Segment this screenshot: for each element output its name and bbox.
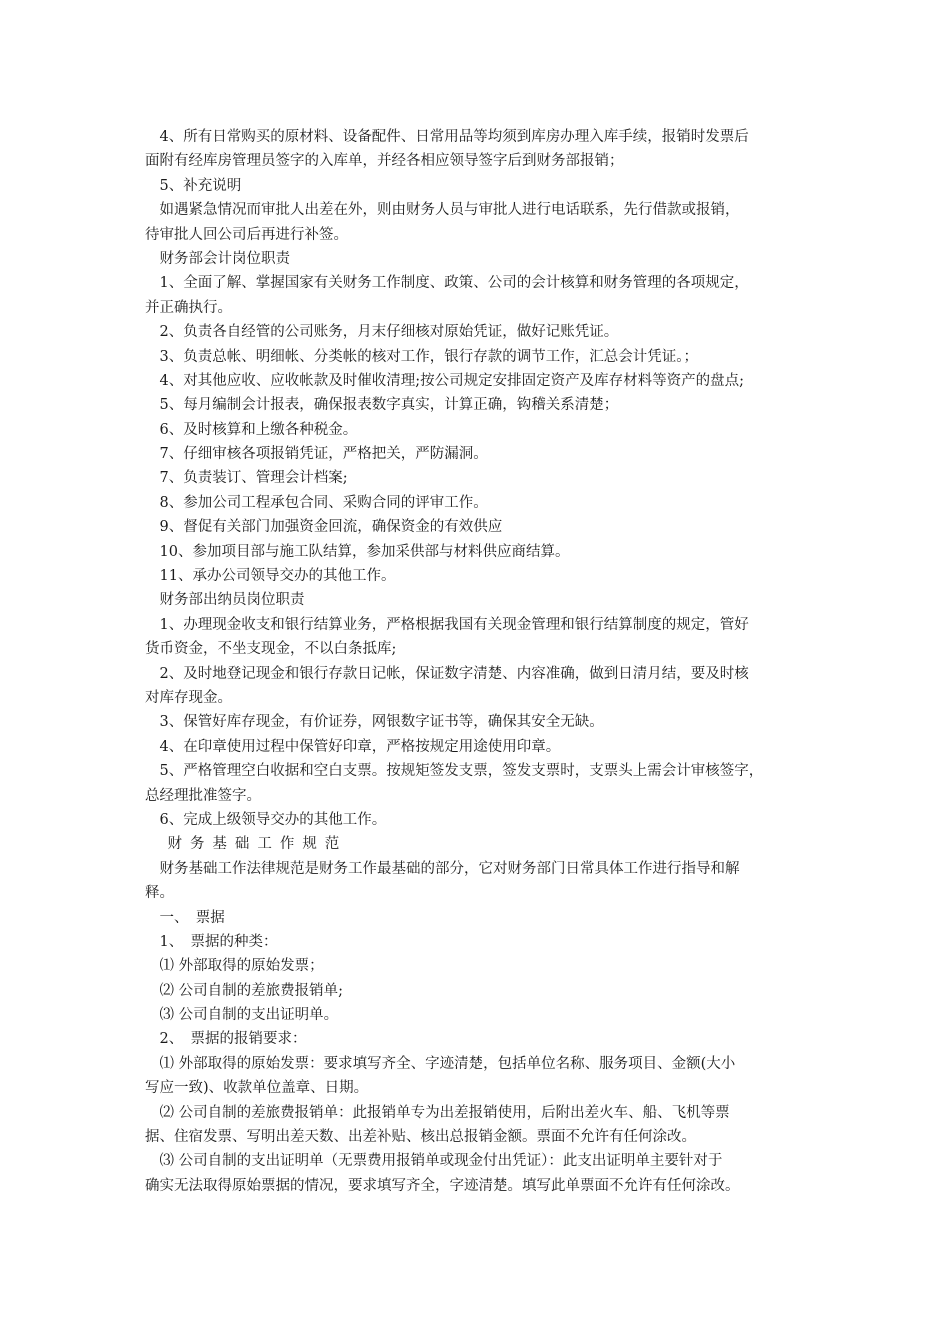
paragraph-line: 8、参加公司工程承包合同、采购合同的评审工作。 (145, 494, 488, 511)
paragraph-line: ⑴ 外部取得的原始发票； (145, 958, 324, 975)
paragraph-line: 6、完成上级领导交办的其他工作。 (145, 811, 387, 828)
paragraph-line: ⑶ 公司自制的支出证明单。 (145, 1007, 339, 1024)
section-heading: 财务部出纳员岗位职责 (145, 592, 305, 609)
paragraph-line: ⑵ 公司自制的差旅费报销单; (145, 982, 343, 999)
paragraph-line: 1、全面了解、掌握国家有关财务工作制度、政策、公司的会计核算和财务管理的各项规定， (145, 275, 749, 292)
paragraph-line: 货币资金，不坐支现金，不以白条抵库; (145, 641, 397, 658)
paragraph-line: 5、每月编制会计报表，确保报表数字真实，计算正确，钩稽关系清楚； (145, 397, 619, 414)
document-body (145, 125, 820, 1198)
paragraph-line: 7、仔细审核各项报销凭证，严格把关，严防漏洞。 (145, 446, 488, 463)
section-heading-spaced: 财务基础工作规范 (145, 836, 348, 853)
paragraph-line: 2、 票据的报销要求： (145, 1031, 307, 1048)
paragraph-line: 4、所有日常购买的原材料、设备配件、日常用品等均须到库房办理入库手续，报销时发票后 (145, 129, 749, 145)
paragraph-line: 4、对其他应收、应收帐款及时催收清理;按公司规定安排固定资产及库存材料等资产的盘点; (145, 372, 744, 389)
paragraph-line: 面附有经库房管理员签字的入库单，并经各相应领导签字后到财务部报销； (145, 153, 624, 170)
paragraph-line: 待审批人回公司后再进行补签。 (145, 226, 348, 243)
paragraph-line: 对库存现金。 (145, 689, 232, 706)
paragraph-line: 释。 (145, 885, 174, 902)
paragraph-line: 写应一致)、收款单位盖章、日期。 (145, 1080, 369, 1097)
paragraph-line: 确实无法取得原始票据的情况，要求填写齐全，字迹清楚。填写此单票面不允许有任何涂改。 (145, 1177, 740, 1194)
paragraph-line: 6、及时核算和上缴各种税金。 (145, 421, 358, 438)
paragraph-line: ⑴ 外部取得的原始发票：要求填写齐全、字迹清楚，包括单位名称、服务项目、金额(大小 (145, 1055, 736, 1072)
paragraph-line: 2、及时地登记现金和银行存款日记帐，保证数字清楚、内容准确，做到日清月结，要及时核 (145, 665, 749, 682)
paragraph-line: 1、办理现金收支和银行结算业务，严格根据我国有关现金管理和银行结算制度的规定，管好 (145, 616, 749, 633)
paragraph-line: 9、督促有关部门加强资金回流，确保资金的有效供应 (145, 519, 503, 536)
paragraph-line: 2、负责各自经管的公司账务，月末仔细核对原始凭证，做好记账凭证。 (145, 324, 619, 341)
paragraph-line: 3、负责总帐、明细帐、分类帐的核对工作，银行存款的调节工作，汇总会计凭证。； (145, 348, 698, 365)
paragraph-line: 10、参加项目部与施工队结算，参加采供部与材料供应商结算。 (145, 543, 570, 560)
paragraph-line: 并正确执行。 (145, 299, 232, 316)
section-heading: 财务部会计岗位职责 (145, 250, 290, 267)
paragraph-line: 5、严格管理空白收据和空白支票。按规矩签发支票，签发支票时，支票头上需会计审核签字， (145, 763, 764, 780)
paragraph-line: 11、承办公司领导交办的其他工作。 (145, 568, 396, 585)
paragraph-line: 如遇紧急情况而审批人出差在外，则由财务人员与审批人进行电话联系，先行借款或报销， (145, 202, 740, 219)
paragraph-line: 总经理批准签字。 (145, 787, 261, 804)
paragraph-line: ⑶ 公司自制的支出证明单（无票费用报销单或现金付出凭证）：此支出证明单主要针对于 (145, 1153, 723, 1170)
paragraph-line: 1、 票据的种类： (145, 933, 278, 950)
paragraph-line: 4、在印章使用过程中保管好印章，严格按规定用途使用印章。 (145, 738, 561, 755)
paragraph-line: 7、负责装订、管理会计档案; (145, 470, 348, 487)
paragraph-line: 据、住宿发票、写明出差天数、出差补贴、核出总报销金额。票面不允许有任何涂改。 (145, 1129, 696, 1146)
paragraph-line: 财务基础工作法律规范是财务工作最基础的部分，它对财务部门日常具体工作进行指导和解 (145, 860, 740, 877)
section-heading: 5、补充说明 (145, 177, 242, 194)
section-heading: 一、 票据 (145, 909, 225, 926)
paragraph-line: 3、保管好库存现金，有价证券，网银数字证书等，确保其安全无缺。 (145, 714, 604, 731)
paragraph-line: ⑵ 公司自制的差旅费报销单：此报销单专为出差报销使用，后附出差火车、船、飞机等票 (145, 1104, 730, 1121)
